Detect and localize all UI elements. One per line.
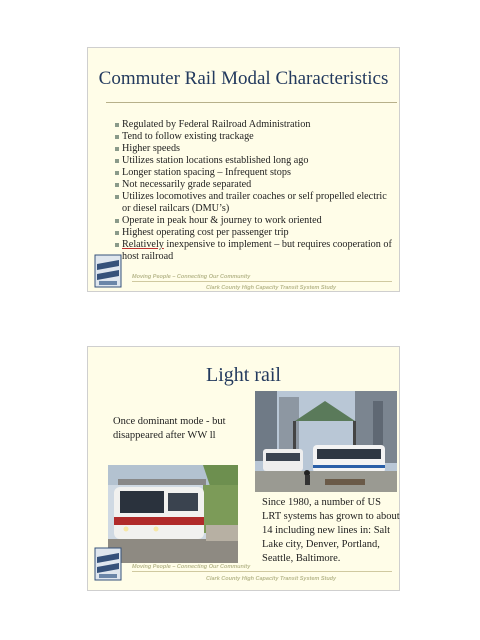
bullet-item: Utilizes locomotives and trailer coaches or self propelled electric or diesel railcars (DMU’s)	[115, 191, 395, 215]
footer-divider	[132, 281, 392, 282]
slide-commuter-rail	[87, 47, 400, 292]
footer-study-name: Clark County High Capacity Transit System Study	[206, 576, 337, 582]
agency-logo-icon	[94, 547, 122, 581]
light-rail-station-photo	[255, 391, 397, 492]
light-rail-train-photo	[108, 465, 238, 563]
bullet-square-icon	[115, 159, 119, 163]
bullet-square-icon	[115, 123, 119, 127]
bullet-item: Relatively inexpensive to implement – but requires cooperation of host railroad	[115, 239, 395, 263]
bullet-item: Higher speeds	[115, 143, 395, 155]
bullet-item: Utilizes station locations established long ago	[115, 155, 395, 167]
footer-divider	[132, 571, 392, 572]
footer-study-name: Clark County High Capacity Transit System Study	[206, 285, 337, 291]
bullet-square-icon	[115, 219, 119, 223]
slide-light-rail	[87, 346, 400, 591]
bullet-square-icon	[115, 135, 119, 139]
agency-logo-icon	[94, 254, 122, 288]
bullet-item: Regulated by Federal Railroad Administration	[115, 119, 395, 131]
title-divider	[106, 102, 397, 103]
lrt-growth-text: Since 1980, a number of US LRT systems has grown to about 14 including new lines in: Salt Lake city, Denver, Portland, Seattle, Baltimore.	[262, 497, 400, 564]
bullet-square-icon	[115, 231, 119, 235]
bullet-square-icon	[115, 183, 119, 187]
bullet-square-icon	[115, 147, 119, 151]
bullet-square-icon	[115, 171, 119, 175]
slide-title: Commuter Rail Modal Characteristics	[98, 68, 389, 89]
underlined-word: Relatively	[122, 239, 164, 250]
bullet-item: Tend to follow existing trackage	[115, 131, 395, 143]
footer-tagline: Moving People – Connecting Our Community	[132, 564, 251, 570]
slide-title: Light rail	[206, 364, 281, 386]
bullet-item: Not necessarily grade separated	[115, 179, 395, 191]
intro-text: Once dominant mode - but disappeared after WW ll	[113, 416, 226, 441]
bullet-item: Highest operating cost per passenger trip	[115, 227, 395, 239]
bullet-item: Longer station spacing – Infrequent stops	[115, 167, 395, 179]
bullet-item: Operate in peak hour & journey to work oriented	[115, 215, 395, 227]
footer-tagline: Moving People – Connecting Our Community	[132, 274, 251, 280]
bullet-list	[115, 119, 395, 263]
bullet-square-icon	[115, 195, 119, 199]
bullet-square-icon	[115, 243, 119, 247]
